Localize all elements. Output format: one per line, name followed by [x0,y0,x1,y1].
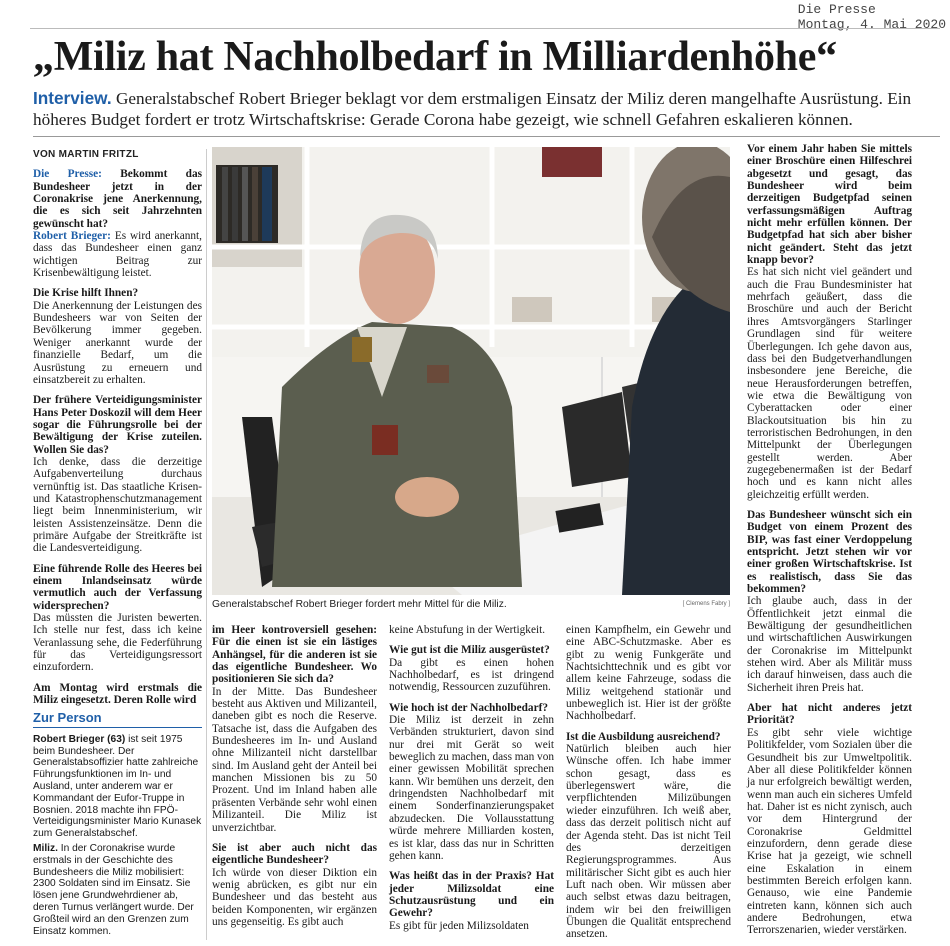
brieger-label: Robert Brieger: [33,230,111,243]
answer-10: Natürlich bleiben auch hier Wünsche offen. Ich habe immer schon gesagt, dass es überlegenswert wäre, die verpflichtenden Milizübungen wieder einzuführen. Ich weiß aber, dass das derzeit politisch nicht auf der Agenda steht. Das ist nicht Teil des derzeitigen Regierungsprogrammes. Aus militärischer Sicht gibt es auch hier Luft nach oben. Wir müssen aber auch selbst etwas dazu beitragen, indem wir bei den freiwilligen Übungen die Qualität entsprechend ansetzen. [566,743,731,941]
answer-1 [33,230,202,279]
question-13: Aber hat nicht anderes jetzt Priorität? [747,702,912,727]
column-5 [747,143,912,937]
question-9: Was heißt das in der Praxis? Hat jeder Milizsoldat eine Schutzausrüstung und ein Gewehr? [389,870,554,920]
question-7: Wie gut ist die Miliz ausgerüstet? [389,644,550,657]
question-4: Eine führende Rolle des Heeres bei einem Inlandseinsatz würde vermutlich auch der Verfassung widersprechen? [33,562,202,612]
zur-person-box [33,734,202,938]
lead-rule [33,136,940,137]
column-2 [212,624,377,928]
answer-8: Die Miliz ist derzeit in zehn Verbänden strukturiert, davon sind nur drei mit Gerät so weit beweglich zu machen, dass man von einer gewissen Mobilität sprechen kann. Wir bemühen uns derzeit, den dringendsten Nachholbedarf mit einem Sonderfinanzierungspaket abzudecken. Die Vollausstattung würde mehrere Milliarden kosten, es ist klar, dass das nur in Schritten gehen kann. [389,714,555,862]
answer-9: Es gibt für jeden Milizsoldaten [389,919,529,932]
column-4 [566,624,731,941]
photo-caption [212,599,730,610]
answer-11: Es hat sich nicht viel geändert und auch die Frau Bundesminister hat mehrfach geäußert, dass die Broschüre und auch der Bericht ihres Amtsvorgängers Starlinger Grundlagen sind für weitere Überlegungen. Ich gehe davon aus, dass bei den Budgetverhandlungen insbesondere jene Bereiche, die neue Herausforderungen betreffen, wie etwa die Bewältigung von Cyberattacken oder einer Blackoutsituation bis hin zu terroristischen Bedrohungen, in den Mittelpunkt der Überlegungen gestellt werden. Aber zugegebenermaßen ist der Bedarf hoch und es kann nicht alles gleichzeitig erfüllt werden. [747,266,912,501]
zur-person-brieger-text: ist seit 1975 beim Bundesheer. Der Generalstabsoffizier hatte zahlreiche Führungsfunktionen im In- und Ausland, unter anderem war er Kommandant der Eufor-Truppe in Bosnien. 2018 machte ihn FPÖ-Verteidigungsminister Mario Kunasek zum Generalstabschef. [33,733,202,840]
masthead-paper: Die Presse [797,2,876,17]
byline: VON MARTIN FRITZL [33,149,139,160]
question-3: Der frühere Verteidigungsminister Hans Peter Doskozil will dem Heer sogar die Führungsrolle bei der Bewältigung der Krise zuteilen. Wollen Sie das? [33,394,202,456]
answer-5: In der Mitte. Das Bundesheer besteht aus Aktiven und Milizanteil, daneben gibt es noch die Reserve. Tatsache ist, dass die Aufgaben des Bundesheeres im In- und Ausland ohne Milizanteil nicht darstellbar sind. Im Ausland geht der Anteil bei manchen Missionen bis zu 50 Prozent. Und im Inland haben alle präsenten Verbände sehr wohl einen Milizanteil. Die Miliz ist unverzichtbar. [212,685,377,834]
zur-person-miliz-name: Miliz. [33,842,58,854]
question-1-text: Bekommt das Bundesheer jetzt in der Coronakrise jene Anerkennung, die es sich seit Jahrzehnten gewünscht hat? [33,168,202,230]
answer-9-continued: einen Kampfhelm, ein Gewehr und eine ABC-Schutzmaske. Aber es gibt zu wenig Funkgeräte und Nachtsichttechnik und es gibt vor allem keine Fahrzeuge, sodass die Miliz weitgehend stationär und unbeweglich ist. Hier ist der größte Nachholbedarf. [566,624,731,723]
zur-person-brieger-name: Robert Brieger (63) [33,733,126,745]
answer-4: Das müssten die Juristen bewerten. Ich stelle nur fest, dass ich keine Veranlassung sehe, die Federführung für das Verteidigungsressort einzufordern. [33,612,202,674]
zur-person-title: Zur Person [33,712,202,727]
answer-7: Da gibt es einen hohen Nachholbedarf, es ist dringend notwendig, Ressourcen zuzuführen. [389,656,554,694]
question-6: Sie ist aber auch nicht das eigentliche Bundesheer? [212,841,377,867]
lead-kicker: Interview. [33,88,112,108]
answer-1-text: Es wird anerkannt, dass das Bundesheer einen ganz wichtigen Beitrag zur Krisenbewältigung leistet. [33,230,202,280]
zur-person-miliz-text: In der Coronakrise wurde erstmals in der Geschichte des Bundesheers die Miliz mobilisiert: 2300 Soldaten sind im Einsatz. Sie lösen jene Grundwehrdiener ab, deren Turnus verlängert wurde. Der Großteil wird an den Grenzen zum Einsatz kommen. [33,842,194,937]
answer-3: Ich denke, dass die derzeitige Aufgabenverteilung durchaus vernünftig ist. Das staatliche Krisen- und Katastrophenschutzmanagement liegt beim Innenministerium, wir leisten Assistenzeinsätze. Denn die primäre Aufgabe der Streitkräfte ist die Landesverteidigung. [33,455,202,555]
question-11: Vor einem Jahr haben Sie mittels einer Broschüre einen Hilfeschrei abgesetzt und gesagt, das Bundesheer wird beim derzeitigen Budgetpfad seinen verfassungsmäßigen Auftrag nicht mehr erfüllen können. Der Budgetpfad hat sich aber bisher nicht geändert. Steht das jetzt knapp bevor? [747,143,912,267]
answer-2: Die Anerkennung der Leistungen des Bundesheers war von Seiten der Bevölkerung immer gegeben. Weniger anerkannt wurde der finanzielle Bedarf, um die Ausrüstung zu erneuern und einsatzbereit zu erhalten. [33,299,202,386]
zur-person-brieger [33,734,202,840]
masthead-date: Montag, 4. Mai 2020 [797,17,946,32]
question-1 [33,168,202,230]
photo-caption-text: Generalstabschef Robert Brieger fordert mehr Mittel für die Miliz. [212,599,507,610]
answer-12: Ich glaube auch, dass in der Öffentlichkeit jetzt einmal die Bewältigung der gesundheitlichen und wirtschaftlichen Auswirkungen der Coronakrise im Mittelpunkt stehen wird. Aber als Militär muss ich darauf hinweisen, dass auch die Sicherheit ihren Preis hat. [747,595,912,694]
column-3 [389,624,554,932]
answer-6-continued: keine Abstufung in der Wertigkeit. [389,624,546,636]
headline: „Miliz hat Nachholbedarf in Milliardenhöhe“ [33,34,837,80]
question-8: Wie hoch ist der Nachholbedarf? [389,701,549,714]
question-10: Ist die Ausbildung ausreichend? [566,730,721,743]
question-5-continued: im Heer kontroversiell gesehen: Für die einen ist sie ein lästiges Anhängsel, für die anderen ist sie das eigentliche Bundesheer. Wo positionieren Sie sich da? [212,624,377,686]
question-12: Das Bundesheer wünscht sich ein Budget von einem Prozent des BIP, was fast einer Verdoppelung entspricht. Jetzt stehen wir vor einer großen Wirtschaftskrise. Ist es realistisch, dass Sie das bekommen? [747,508,912,596]
lead-paragraph [33,88,913,130]
lead-text: Generalstabschef Robert Brieger beklagt vor dem erstmaligen Einsatz der Miliz deren mangelhafte Ausrüstung. Ein höheres Budget fordert er trotz Wirtschaftskrise: Gerade Corona habe gezeigt, wie schnell Gefahren eskalieren können. [33,89,912,129]
question-2: Die Krise hilft Ihnen? [33,287,139,300]
photo-credit: [ Clemens Fabry ] [682,601,730,607]
zur-person-miliz [33,843,202,937]
column-1 [33,149,202,940]
answer-6: Ich würde von dieser Diktion ein wenig abrücken, es gibt nur ein Bundesheer und das besteht aus beiden Komponenten, wir ergänzen uns gegenseitig. Es gibt auch [212,866,377,928]
interview-photo [212,147,730,595]
column-divider [206,149,207,940]
photo-illustration [212,147,730,595]
answer-13: Es gibt sehr viele wichtige Politikfelder, vom Sozialen über die Gesundheit bis zur Umweltpolitik. Aber all diese Politikfelder können ja nur erfolgreich bewältigt werden, wenn man auch ein sicheres Umfeld hat. Daher ist es nicht zynisch, auch vor dem Hintergrund der Coronakrise Geldmittel einzufordern, denn gerade diese Krise hat ja gezeigt, wie schnell eine Eskalation in einem bestimmten Bereich erfolgen kann. Genauso, wie eine Pandemie eintreten kann, können sich auch andere Bedrohungen, etwa Terrorszenarien, wieder verstärken. [747,726,912,937]
question-5-start: Am Montag wird erstmals die Miliz eingesetzt. Deren Rolle wird [33,681,202,707]
top-rule [30,28,940,29]
presse-label: Die Presse: [33,168,102,181]
